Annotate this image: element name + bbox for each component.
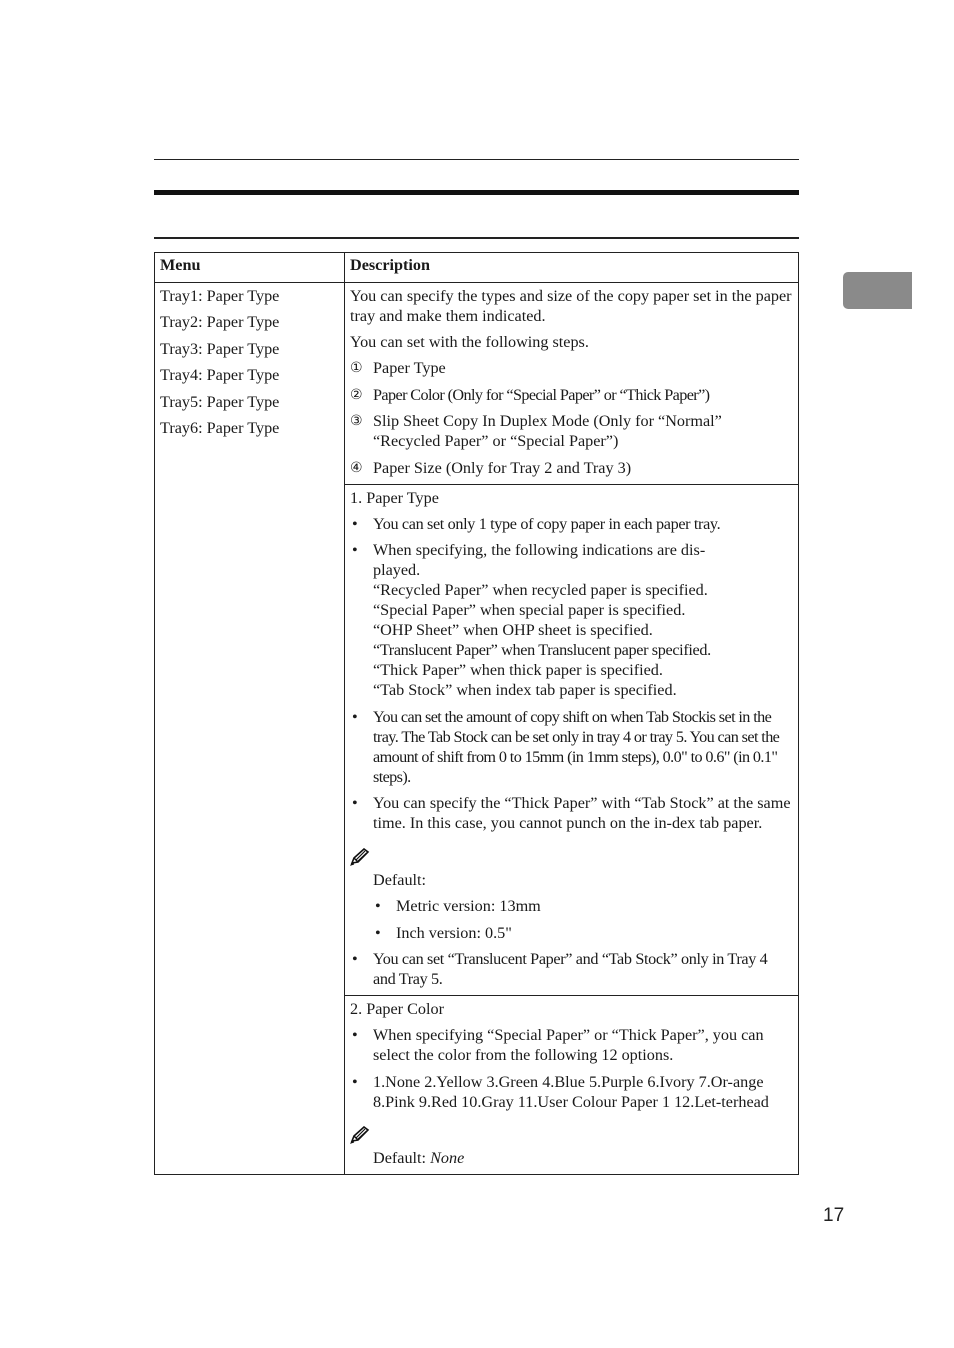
step-text: Slip Sheet Copy In Duplex Mode (Only for “Normal” “Recycled Paper” or “Special Paper”) — [373, 412, 722, 450]
default-label: Default: — [373, 870, 427, 889]
header-menu: Menu — [155, 253, 345, 283]
table-row — [155, 283, 799, 485]
paper-color-cell — [345, 996, 799, 1175]
step-text: Paper Color (Only for “Special Paper” or “Thick Paper”) — [373, 385, 710, 404]
step-item — [350, 458, 792, 478]
bullet-text: You can set the amount of copy shift on when Tab Stockis set in the tray. The Tab Stock can be set only in tray 4 or tray 5. You can set the amount of shift from 0 to 15mm (in 1mm steps), 0.0" to 0.6" (in 0.1" steps). — [373, 707, 780, 786]
menu-item-tray4: Tray4: Paper Type — [160, 366, 280, 385]
step-text: Paper Size (Only for Tray 2 and Tray 3) — [373, 458, 632, 477]
list-item — [350, 514, 792, 534]
list-item — [373, 923, 792, 943]
bullet-icon: • — [352, 1072, 358, 1091]
menu-description-table — [154, 252, 799, 1175]
indications-list — [373, 540, 792, 700]
bullet-text-line: played. — [373, 561, 421, 579]
step-item — [350, 385, 792, 405]
bullet-text-line: “Thick Paper” when thick paper is specified. — [373, 661, 663, 679]
bullet-text-line: “Translucent Paper” when Translucent paper specified. — [373, 641, 711, 659]
step-text: Paper Type — [373, 359, 446, 377]
default-line — [373, 1148, 792, 1168]
header-description: Description — [345, 253, 799, 283]
section-title: 1. Paper Type — [350, 488, 439, 507]
list-item — [350, 949, 792, 989]
intro-description-cell — [345, 283, 799, 485]
chapter-tab — [843, 272, 912, 309]
pencil-note-icon — [350, 1118, 792, 1144]
pencil-note-icon — [350, 840, 792, 866]
bullet-text: You can set only 1 type of copy paper in each paper tray. — [373, 514, 721, 533]
list-item — [350, 540, 792, 700]
list-item — [350, 1025, 792, 1065]
bullet-text-line: “OHP Sheet” when OHP sheet is specified. — [373, 621, 653, 639]
bullet-icon: • — [352, 794, 358, 812]
bullet-text-line: “Recycled Paper” when recycled paper is specified. — [373, 581, 708, 599]
header-rule-thin — [154, 159, 799, 160]
bullet-text-line: When specifying, the following indications are dis- — [373, 541, 706, 559]
default-inch: Inch version: 0.5" — [396, 923, 512, 942]
bullet-text-line: “Special Paper” when special paper is specified. — [373, 601, 686, 619]
default-value: None — [430, 1149, 465, 1167]
step-number: ③ — [350, 413, 363, 429]
list-item — [350, 707, 792, 787]
steps-intro: You can set with the following steps. — [350, 333, 589, 351]
default-label: Default: — [373, 1149, 431, 1167]
list-item — [350, 793, 792, 833]
color-options: 1.None 2.Yellow 3.Green 4.Blue 5.Purple 6.Ivory 7.Or-ange 8.Pink 9.Red 10.Gray 11.User Colour Paper 1 12.Let-terhead — [373, 1072, 769, 1111]
bullet-icon: • — [352, 950, 358, 968]
step-number: ④ — [350, 459, 363, 476]
bullet-text-line: “Tab Stock” when index tab paper is specified. — [373, 681, 677, 699]
menu-item-tray3: Tray3: Paper Type — [160, 339, 280, 358]
bullet-icon: • — [375, 897, 381, 915]
bullet-text: You can specify the “Thick Paper” with “Tab Stock” at the same time. In this case, you cannot punch on the in-dex tab paper. — [373, 794, 791, 832]
menu-item-tray2: Tray2: Paper Type — [160, 313, 280, 332]
step-number: ① — [350, 360, 363, 376]
header-rule-thick — [154, 190, 799, 195]
intro-paragraph: You can specify the types and size of the copy paper set in the paper tray and make them indicated. — [350, 287, 792, 325]
table-header-row — [155, 253, 799, 283]
bullet-icon: • — [352, 514, 358, 533]
paper-type-cell — [345, 484, 799, 996]
bullet-icon: • — [352, 707, 358, 726]
list-item — [373, 896, 792, 916]
page-number: 17 — [823, 1205, 845, 1226]
bullet-icon: • — [352, 541, 358, 559]
menu-item-tray6: Tray6: Paper Type — [160, 418, 280, 437]
section-rule — [154, 237, 799, 239]
menu-cell — [155, 283, 345, 1175]
step-item — [350, 358, 792, 378]
bullet-icon: • — [352, 1026, 358, 1044]
list-item — [350, 1072, 792, 1112]
bullet-icon: • — [375, 923, 381, 942]
step-number: ② — [350, 386, 363, 403]
section-title: 2. Paper Color — [350, 1000, 444, 1018]
bullet-text: You can set “Translucent Paper” and “Tab Stock” only in Tray 4 and Tray 5. — [373, 950, 768, 988]
step-item — [350, 411, 792, 451]
menu-item-tray1: Tray1: Paper Type — [160, 287, 280, 305]
bullet-text: When specifying “Special Paper” or “Thick Paper”, you can select the color from the following 12 options. — [373, 1026, 764, 1064]
default-metric: Metric version: 13mm — [396, 897, 541, 915]
menu-item-tray5: Tray5: Paper Type — [160, 392, 280, 411]
